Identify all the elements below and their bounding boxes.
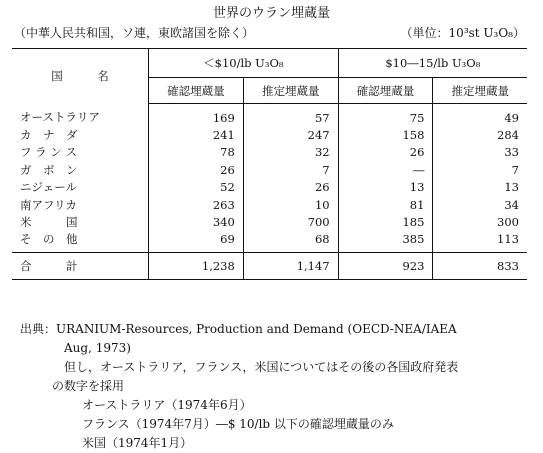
note-us: 米国（1974年1月） bbox=[82, 436, 193, 450]
row-name: そ の 他 bbox=[20, 232, 78, 247]
row-name: フ ラ ン ス bbox=[20, 145, 77, 160]
cell-confirmed-2: 13 bbox=[338, 179, 433, 196]
cell-confirmed-1: 26 bbox=[149, 161, 244, 178]
row-name: 南アフリカ bbox=[20, 197, 77, 212]
table-row bbox=[12, 179, 527, 196]
cell-confirmed-2: 26 bbox=[338, 144, 433, 161]
note-france: フランス（1974年7月）―$ 10/lb 以下の確認埋蔵量のみ bbox=[82, 417, 394, 431]
header-estimated-2: 推定埋蔵量 bbox=[433, 78, 527, 104]
uranium-reserves-table bbox=[12, 48, 527, 280]
total-row bbox=[12, 253, 527, 280]
header-group-under-10: ＜$10/lb U₃O₈ bbox=[149, 49, 339, 78]
cell-estimated-1: 700 bbox=[243, 213, 338, 230]
total-label: 合 計 bbox=[12, 253, 149, 280]
note-line-1: 但し，オーストラリア，フランス，米国についてはその後の各国政府発表 bbox=[64, 360, 459, 374]
cell-confirmed-1: 78 bbox=[149, 144, 244, 161]
table-row bbox=[12, 196, 527, 213]
cell-estimated-1: 26 bbox=[243, 179, 338, 196]
cell-estimated-1: 10 bbox=[243, 196, 338, 213]
cell-estimated-1: 32 bbox=[243, 144, 338, 161]
header-group-10-15: $10―15/lb U₃O₈ bbox=[338, 49, 527, 78]
cell-confirmed-2: 385 bbox=[338, 231, 433, 253]
cell-confirmed-1: 340 bbox=[149, 213, 244, 230]
total-estimated-2: 833 bbox=[433, 253, 527, 280]
header-estimated-1: 推定埋蔵量 bbox=[243, 78, 338, 104]
cell-confirmed-2: ― bbox=[338, 161, 433, 178]
cell-confirmed-2: 158 bbox=[338, 126, 433, 143]
note-line-2: の数字を採用 bbox=[52, 379, 125, 393]
cell-estimated-2: 113 bbox=[433, 231, 527, 253]
row-name: ガ ボ ン bbox=[20, 162, 78, 177]
note-australia: オーストラリア（1974年6月） bbox=[82, 398, 252, 412]
page-title: 世界のウラン埋蔵量 bbox=[212, 6, 330, 21]
row-name: ニジェール bbox=[20, 180, 78, 195]
cell-estimated-2: 7 bbox=[433, 161, 527, 178]
row-name: オーストラリア bbox=[20, 110, 100, 125]
cell-estimated-2: 34 bbox=[433, 196, 527, 213]
total-confirmed-1: 1,238 bbox=[149, 253, 244, 280]
table-row bbox=[12, 161, 527, 178]
source-line-2: Aug, 1973) bbox=[64, 341, 131, 355]
cell-estimated-1: 247 bbox=[243, 126, 338, 143]
row-name: カ ナ ダ bbox=[20, 128, 78, 143]
cell-confirmed-1: 69 bbox=[149, 231, 244, 253]
header-confirmed-1: 確認埋蔵量 bbox=[149, 78, 244, 104]
table-row bbox=[12, 144, 527, 161]
header-country: 国 名 bbox=[12, 49, 149, 104]
cell-estimated-1: 57 bbox=[243, 104, 338, 127]
cell-confirmed-1: 169 bbox=[149, 104, 244, 127]
cell-estimated-1: 68 bbox=[243, 231, 338, 253]
cell-estimated-2: 33 bbox=[433, 144, 527, 161]
notes bbox=[20, 320, 535, 453]
total-estimated-1: 1,147 bbox=[243, 253, 338, 280]
unit-label: （単位：10³st U₃O₈） bbox=[400, 26, 525, 40]
cell-confirmed-1: 263 bbox=[149, 196, 244, 213]
table-row bbox=[12, 213, 527, 230]
header-confirmed-2: 確認埋蔵量 bbox=[338, 78, 433, 104]
cell-confirmed-2: 81 bbox=[338, 196, 433, 213]
cell-estimated-2: 13 bbox=[433, 179, 527, 196]
table-row bbox=[12, 104, 527, 127]
source-line-1: 出典：URANIUM-Resources, Production and Demand (OECD-NEA/IAEA bbox=[20, 322, 457, 336]
cell-estimated-2: 300 bbox=[433, 213, 527, 230]
subtitle: （中華人民共和国，ソ連，東欧諸国を除く） bbox=[14, 26, 255, 40]
cell-confirmed-1: 52 bbox=[149, 179, 244, 196]
cell-confirmed-1: 241 bbox=[149, 126, 244, 143]
cell-estimated-2: 49 bbox=[433, 104, 527, 127]
table-row bbox=[12, 126, 527, 143]
cell-estimated-2: 284 bbox=[433, 126, 527, 143]
cell-estimated-1: 7 bbox=[243, 161, 338, 178]
table-row bbox=[12, 231, 527, 253]
cell-confirmed-2: 75 bbox=[338, 104, 433, 127]
cell-confirmed-2: 185 bbox=[338, 213, 433, 230]
row-name: 米 国 bbox=[20, 215, 78, 230]
total-confirmed-2: 923 bbox=[338, 253, 433, 280]
